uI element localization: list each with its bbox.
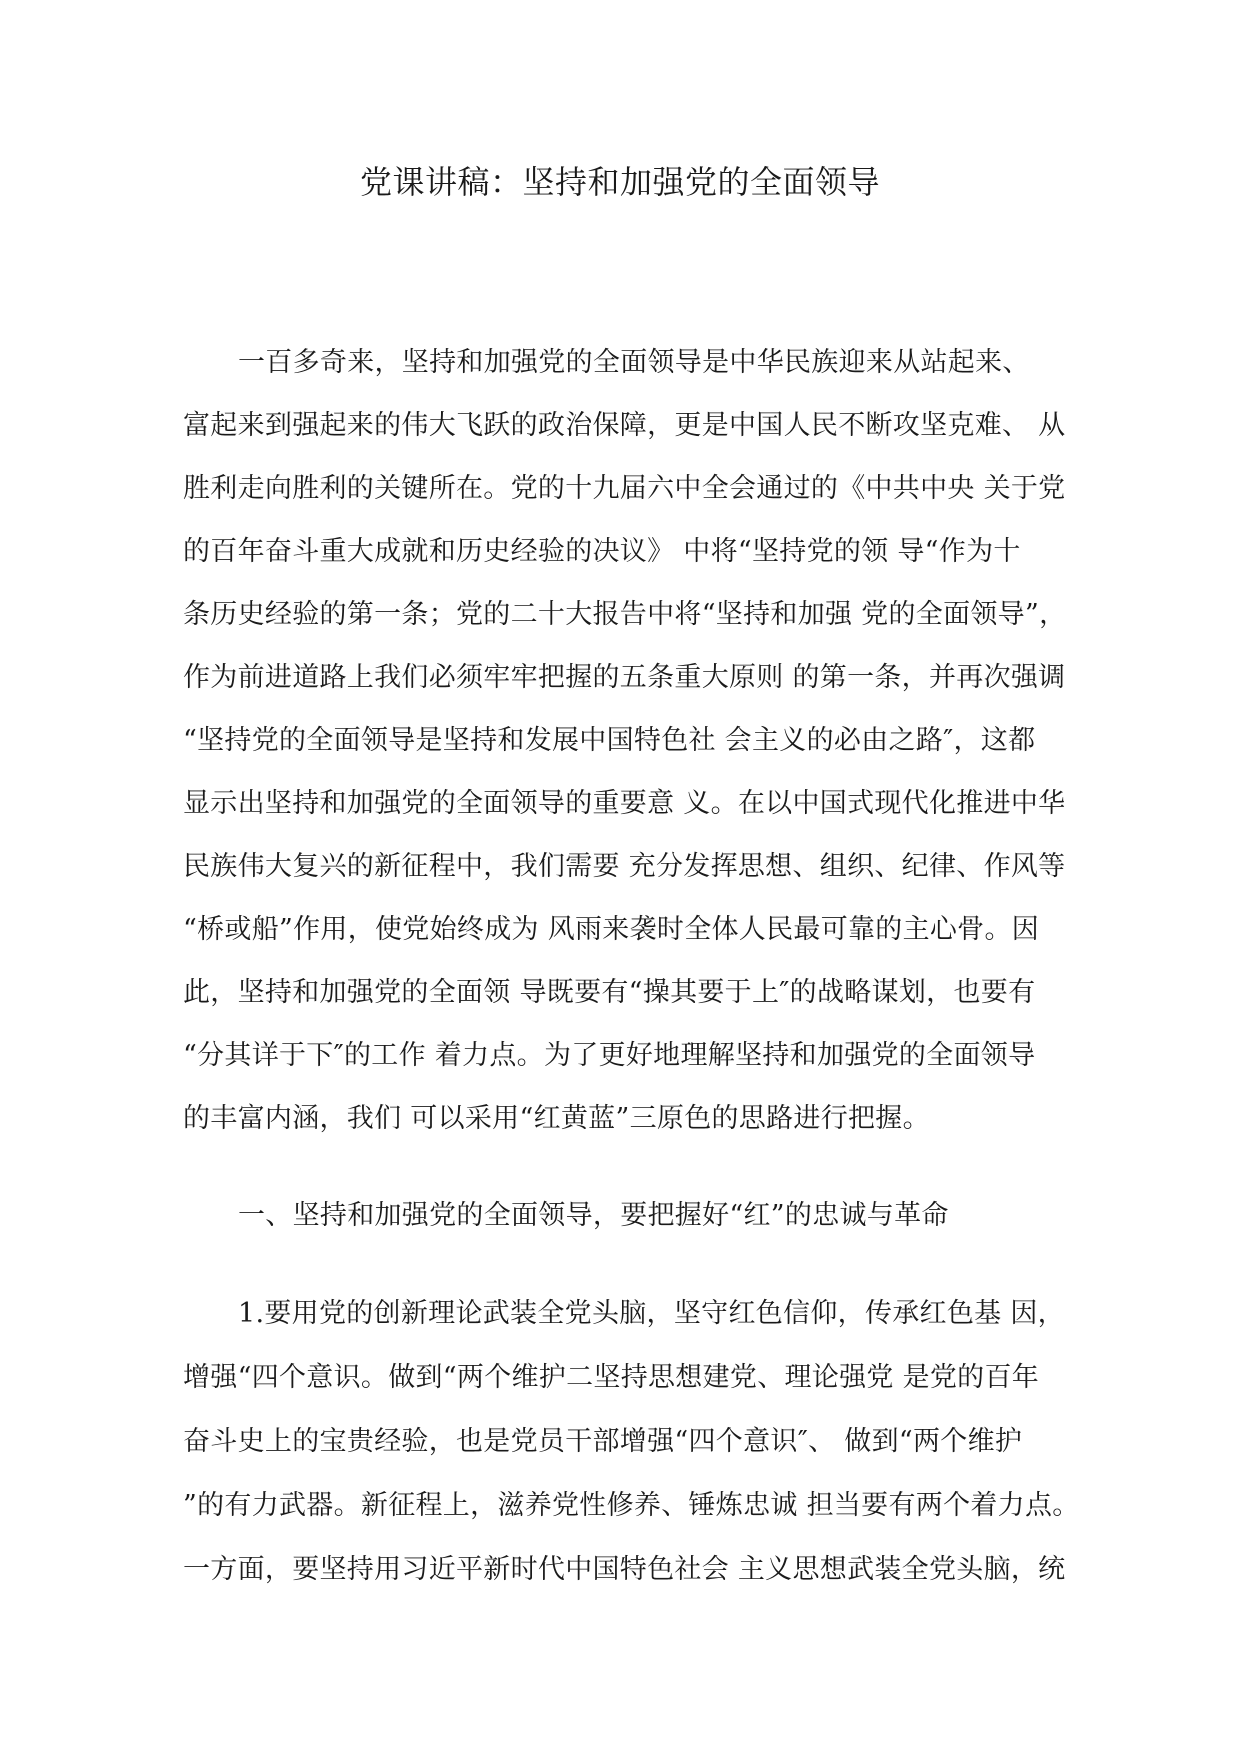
intro-line: 条历史经验的第一条；党的二十大报告中将“坚持和加强 党的全面领导”， (183, 599, 1067, 630)
intro-line: 此，坚持和加强党的全面领 导既要有“操其要于上″的战略谋划，也要有 (183, 977, 1036, 1008)
intro-line: 显示出坚持和加强党的全面领导的重要意 义。在以中国式现代化推进中华 (183, 788, 1066, 819)
section-heading: 一、坚持和加强党的全面领导，要把握好“红”的忠诚与革命 (238, 1200, 949, 1231)
intro-line: 的丰富内涵，我们 可以采用“红黄蓝”三原色的思路进行把握。 (183, 1103, 930, 1134)
intro-line: “桥或船”作用，使党始终成为 风雨来袭时全体人民最可靠的主心骨。因 (183, 914, 1040, 945)
intro-line: 作为前进道路上我们必须牢牢把握的五条重大原则 的第一条，并再次强调 (183, 662, 1066, 693)
intro-line: “坚持党的全面领导是坚持和发展中国特色社 会主义的必由之路″，这都 (183, 725, 1036, 756)
point-line: 增强“四个意识。做到“两个维护二坚持思想建党、理论强党 是党的百年 (183, 1362, 1040, 1393)
point-line: 一方面，要坚持用习近平新时代中国特色社会 主义思想武装全党头脑，统 (183, 1554, 1066, 1585)
page-title: 党课讲稿：坚持和加强党的全面领导 (359, 163, 880, 201)
intro-line: 富起来到强起来的伟大飞跃的政治保障，更是中国人民不断攻坚克难、 从 (183, 410, 1066, 441)
point-line: 奋斗史上的宝贵经验，也是党员干部增强“四个意识″、 做到“两个维护 (183, 1426, 1023, 1457)
intro-line: 的百年奋斗重大成就和历史经验的决议》 中将“坚持党的领 导“作为十 (183, 536, 1021, 567)
intro-line: “分其详于下″的工作 着力点。为了更好地理解坚持和加强党的全面领导 (183, 1040, 1036, 1071)
intro-line: 胜利走向胜利的关键所在。党的十九届六中全会通过的《中共中央 关于党 (183, 473, 1066, 504)
point-line: 1.要用党的创新理论武装全党头脑，坚守红色信仰，传承红色基 因， (238, 1298, 1065, 1329)
point-line: ”的有力武器。新征程上，滋养党性修养、锤炼忠诚 担当要有两个着力点。 (183, 1490, 1080, 1521)
intro-line: 民族伟大复兴的新征程中，我们需要 充分发挥思想、组织、纪律、作风等 (183, 851, 1066, 882)
intro-line: 一百多奇来，坚持和加强党的全面领导是中华民族迎来从站起来、 (238, 347, 1030, 378)
